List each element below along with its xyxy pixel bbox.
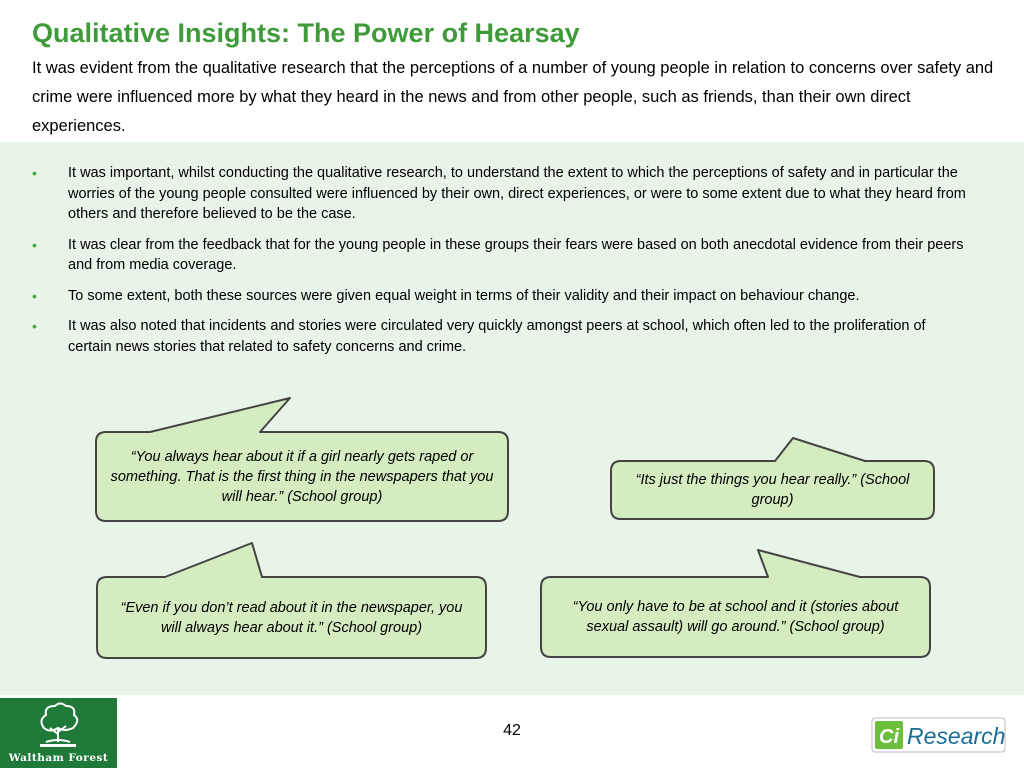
bullet-text: It was also noted that incidents and stories were circulated very quickly amongst peers at school, which often led to the proliferation of certain news stories that related to safety concerns and crime. — [68, 318, 926, 355]
page-number: 42 — [503, 722, 521, 739]
bullet-dot: • — [32, 287, 37, 304]
ci-mark: Ci — [879, 726, 899, 748]
bullet-text: It was important, whilst conducting the qualitative research, to understand the extent to which the perceptions of safety and in particular the worries of the young people consulted were influenced by their own, direct experiences, or were to some extent due to what they heard from others and therefore believed to be the case. — [68, 165, 966, 222]
intro-paragraph: It was evident from the qualitative research that the perceptions of a number of young people in relation to concerns over safety and crime were influenced more by what they heard in the news and from other people, such as friends, than their own direct experiences. — [32, 59, 994, 135]
ci-research-logo — [871, 717, 1006, 753]
bullet-dot: • — [32, 236, 37, 253]
quote-4: “You only have to be at school and it (stories about sexual assault) will go around.” (School group) — [572, 599, 899, 635]
bullet-dot: • — [32, 165, 37, 181]
bullet-text: It was clear from the feedback that for the young people in these groups their fears were based on both anecdotal evidence from their peers and from media coverage. — [68, 236, 964, 273]
bullet-dot: • — [32, 318, 37, 334]
research-word: Research — [907, 723, 1006, 749]
quote-1: “You always hear about it if a girl nearly gets raped or something. That is the first thing in the newspapers that you will hear.” (School group) — [110, 448, 494, 505]
quote-3: “Even if you don’t read about it in the newspaper, you will always hear about it.” (School group) — [120, 599, 463, 636]
logo-text: Waltham Forest — [8, 752, 109, 764]
bullet-text: To some extent, both these sources were given equal weight in terms of their validity and their impact on behaviour change. — [68, 287, 860, 304]
slide-title: Qualitative Insights: The Power of Hearsay — [32, 18, 580, 48]
quote-2: “Its just the things you hear really.” (School group) — [635, 472, 910, 508]
